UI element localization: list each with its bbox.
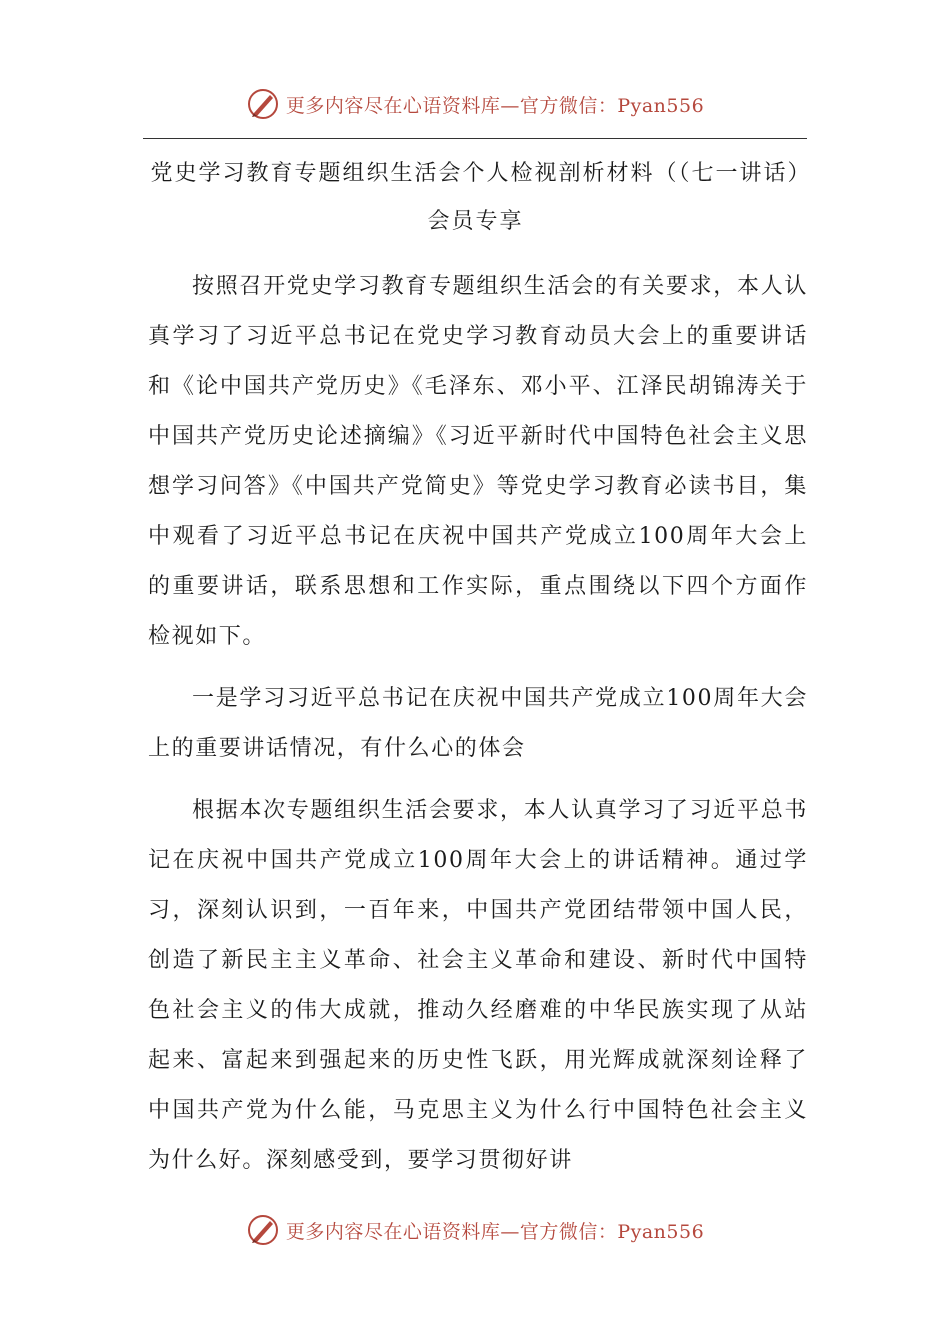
pen-logo-icon bbox=[246, 1213, 280, 1247]
paragraph: 根据本次专题组织生活会要求，本人认真学习了习近平总书记在庆祝中国共产党成立100周年大会上的讲话精神。通过学习，深刻认识到，一百年来，中国共产党团结带领中国人民，创造了新民主主义革命、社会主义革命和建设、新时代中国特色社会主义的伟大成就，推动久经磨难的中华民族实现了从站起来、富起来到强起来的历史性飞跃，用光辉成就深刻诠释了中国共产党为什么能，马克思主义为什么行中国特色社会主义为什么好。深刻感受到，要学习贯彻好讲 bbox=[148, 798, 808, 1173]
watermark-header bbox=[0, 84, 950, 124]
watermark-text: 更多内容尽在心语资料库—官方微信：Pyan556 bbox=[285, 1220, 705, 1243]
pen-logo-icon bbox=[246, 87, 280, 121]
document-title: 党史学习教育专题组织生活会个人检视剖析材料（（七一讲话）会员专享 bbox=[150, 161, 801, 234]
watermark-text: 更多内容尽在心语资料库—官方微信：Pyan556 bbox=[285, 94, 705, 117]
document-body bbox=[148, 262, 808, 1198]
paragraph: 按照召开党史学习教育专题组织生活会的有关要求，本人认真学习了习近平总书记在党史学习教育动员大会上的重要讲话和《论中国共产党历史》《毛泽东、邓小平、江泽民胡锦涛关于中国共产党历史论述摘编》《习近平新时代中国特色社会主义思想学习问答》《中国共产党简史》等党史学习教育必读书目，集中观看了习近平总书记在庆祝中国共产党成立100周年大会上的重要讲话，联系思想和工作实际，重点围绕以下四个方面作检视如下。 bbox=[148, 274, 808, 649]
paragraph: 一是学习习近平总书记在庆祝中国共产党成立100周年大会上的重要讲话情况，有什么心的体会 bbox=[148, 686, 808, 761]
watermark-footer bbox=[0, 1210, 950, 1250]
header-divider bbox=[143, 138, 807, 139]
